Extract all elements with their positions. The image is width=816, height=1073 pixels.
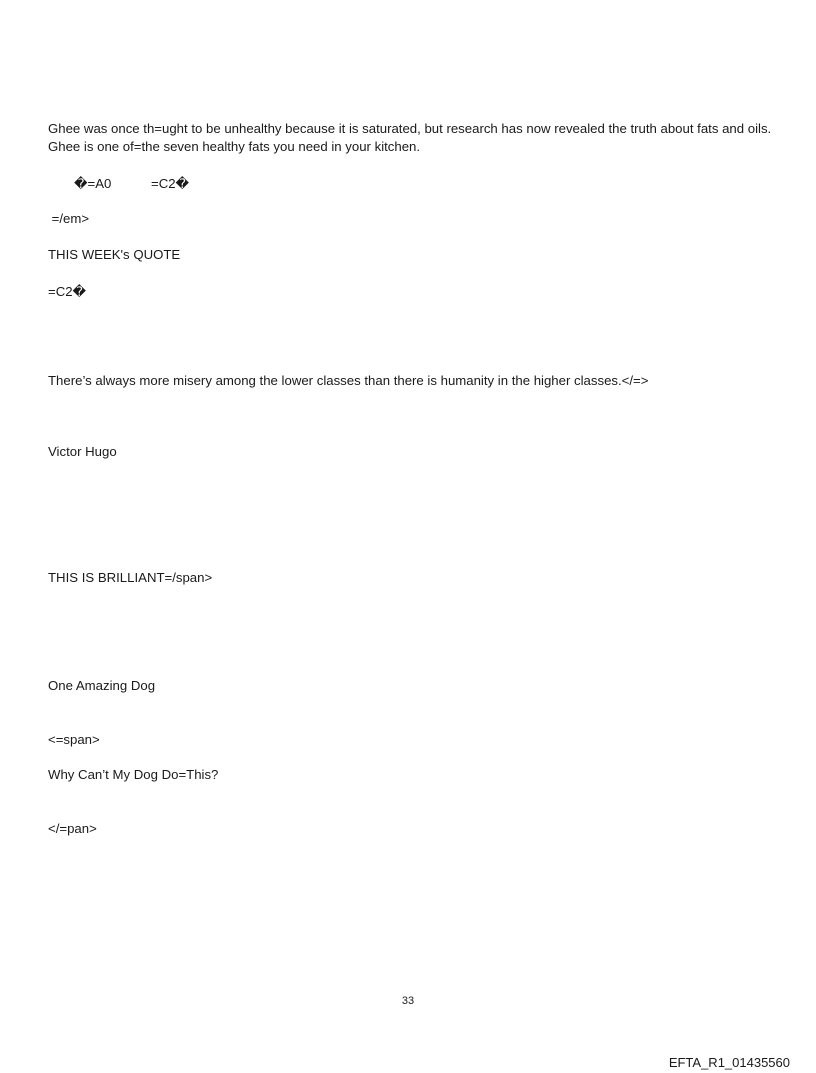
quote-author: Victor Hugo <box>48 444 117 459</box>
ghee-paragraph: Ghee was once th=ught to be unhealthy because it is saturated, but research has now revealed the truth about fats and oils. Ghee is one of=the seven healthy fats you need in your kitchen. <box>48 121 772 154</box>
quote-heading: THIS WEEK's QUOTE <box>48 247 181 262</box>
bates-number: EFTA_R1_01435560 <box>668 1055 790 1070</box>
page-number: 33 <box>401 995 415 1007</box>
encoding-artifact: =C2� <box>151 176 190 191</box>
encoding-artifact: =/em> <box>48 211 90 226</box>
dog-question: Why Can’t My Dog Do=This? <box>48 767 219 782</box>
quote-text: There’s always more misery among the lower classes than there is humanity in the higher classes.</=> <box>48 373 649 388</box>
encoding-artifact: =C2� <box>48 284 87 299</box>
brilliant-heading: THIS IS BRILLIANT=/span> <box>48 570 213 585</box>
encoding-artifact: �=A0 <box>74 176 112 191</box>
encoding-artifact: </=pan> <box>48 821 97 836</box>
dog-title: One Amazing Dog <box>48 678 156 693</box>
encoding-artifact: <=span> <box>48 732 100 747</box>
